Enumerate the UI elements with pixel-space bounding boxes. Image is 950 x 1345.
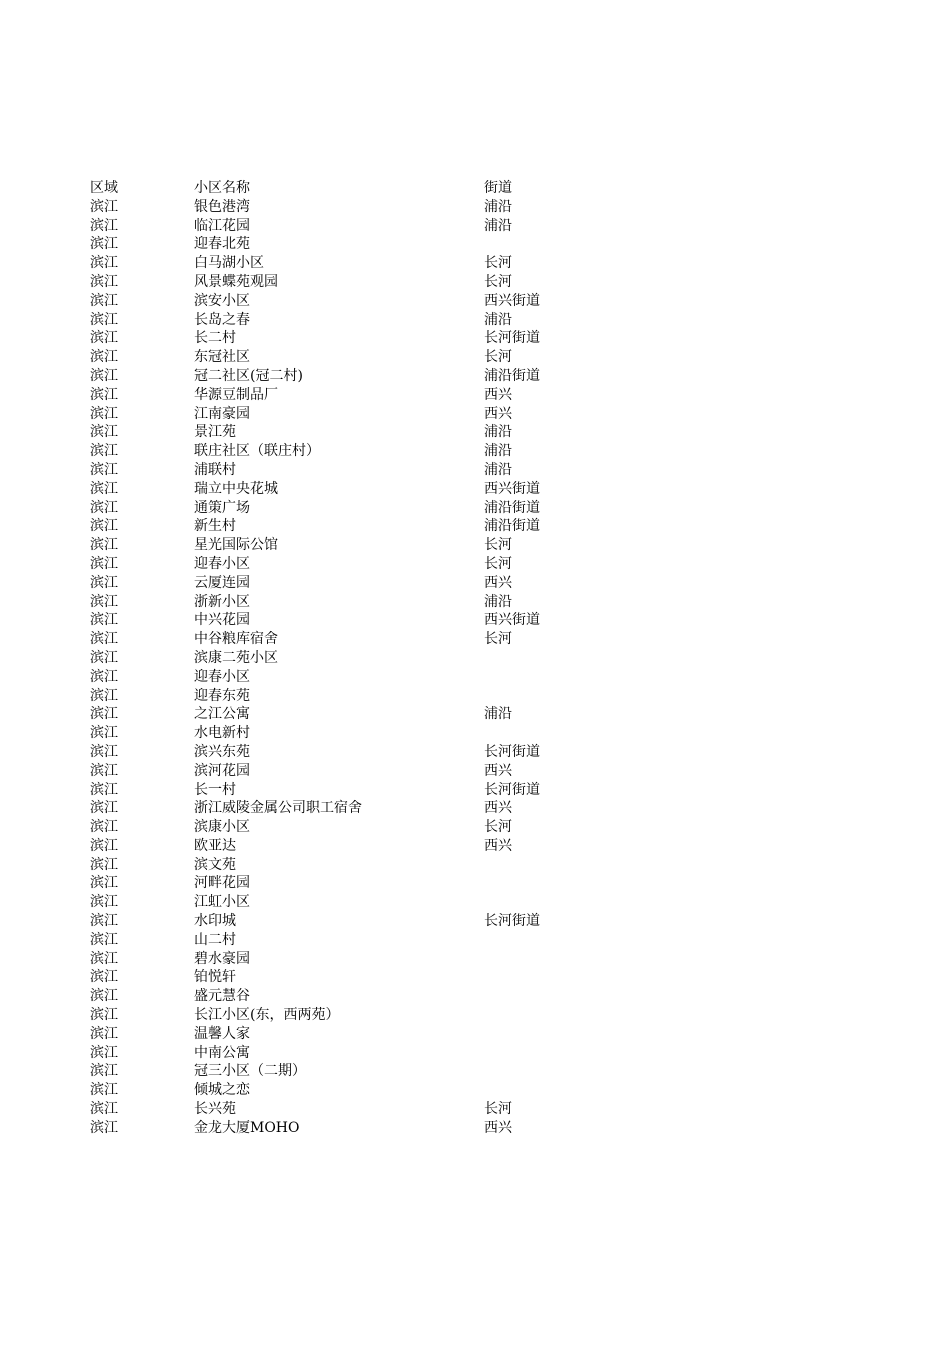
- cell-community-name: 铂悦轩: [194, 969, 236, 986]
- spreadsheet-table: [90, 179, 690, 1138]
- cell-community-name: 浦联村: [194, 461, 236, 478]
- table-row: [90, 893, 690, 912]
- cell-region: 滨江: [90, 762, 118, 779]
- cell-region: 滨江: [90, 1063, 118, 1080]
- cell-region: 滨江: [90, 367, 118, 384]
- table-row: [90, 649, 690, 668]
- cell-community-name: 新生村: [194, 518, 236, 535]
- table-body: [90, 198, 690, 1138]
- cell-region: 滨江: [90, 480, 118, 497]
- cell-region: 滨江: [90, 311, 118, 328]
- table-row: [90, 743, 690, 762]
- cell-region: 滨江: [90, 273, 118, 290]
- cell-community-name: 温馨人家: [194, 1025, 250, 1042]
- table-row: [90, 856, 690, 875]
- cell-region: 滨江: [90, 856, 118, 873]
- cell-street: 长河: [484, 255, 512, 272]
- cell-region: 滨江: [90, 443, 118, 460]
- cell-street: [484, 931, 634, 950]
- cell-region: 滨江: [90, 1082, 118, 1099]
- table-row: [90, 499, 690, 518]
- cell-region: 滨江: [90, 593, 118, 610]
- cell-region: 滨江: [90, 1101, 118, 1118]
- cell-street: 长河: [484, 273, 512, 290]
- cell-street: [484, 1081, 634, 1100]
- table-row: [90, 329, 690, 348]
- header-street: 街道: [484, 180, 512, 196]
- cell-region: 滨江: [90, 405, 118, 422]
- cell-street: [484, 687, 634, 706]
- table-row: [90, 292, 690, 311]
- cell-street: 长河街道: [484, 743, 540, 760]
- cell-region: 滨江: [90, 725, 118, 742]
- cell-region: 滨江: [90, 292, 118, 309]
- cell-community-name: 倾城之恋: [194, 1082, 250, 1099]
- table-row: [90, 235, 690, 254]
- table-row: [90, 1100, 690, 1119]
- cell-community-name: 中兴花园: [194, 612, 250, 629]
- cell-street: 长河: [484, 819, 512, 836]
- cell-region: 滨江: [90, 198, 118, 215]
- table-row: [90, 574, 690, 593]
- cell-street: 长河: [484, 555, 512, 572]
- cell-street: 长河: [484, 631, 512, 648]
- cell-region: 滨江: [90, 1025, 118, 1042]
- cell-region: 滨江: [90, 706, 118, 723]
- table-row: [90, 1081, 690, 1100]
- cell-street: 西兴: [484, 762, 512, 779]
- cell-region: 滨江: [90, 875, 118, 892]
- cell-region: 滨江: [90, 837, 118, 854]
- cell-street: [484, 1025, 634, 1044]
- cell-region: 滨江: [90, 424, 118, 441]
- table-row: [90, 405, 690, 424]
- cell-street: 浦沿: [484, 443, 512, 460]
- cell-region: 滨江: [90, 386, 118, 403]
- table-row: [90, 818, 690, 837]
- cell-street: 长河: [484, 537, 512, 554]
- cell-community-name: 之江公寓: [194, 706, 250, 723]
- table-row: [90, 273, 690, 292]
- table-row: [90, 1025, 690, 1044]
- cell-region: 滨江: [90, 217, 118, 234]
- cell-street: 浦沿: [484, 424, 512, 441]
- cell-street: 浦沿: [484, 217, 512, 234]
- cell-community-name: 迎春小区: [194, 668, 250, 685]
- cell-street: [484, 649, 634, 668]
- cell-street: 西兴: [484, 837, 512, 854]
- cell-community-name: 浙新小区: [194, 593, 250, 610]
- cell-region: 滨江: [90, 649, 118, 666]
- cell-region: 滨江: [90, 687, 118, 704]
- cell-street: [484, 968, 634, 987]
- cell-community-name: 金龙大厦MOHO: [194, 1119, 300, 1136]
- cell-community-name: 河畔花园: [194, 875, 250, 892]
- cell-community-name: 华源豆制品厂: [194, 386, 278, 403]
- table-row: [90, 724, 690, 743]
- table-row: [90, 837, 690, 856]
- cell-street: 西兴街道: [484, 480, 540, 497]
- cell-community-name: 冠三小区（二期）: [194, 1063, 306, 1080]
- cell-street: [484, 874, 634, 893]
- cell-street: 长河街道: [484, 913, 540, 930]
- cell-street: 长河: [484, 349, 512, 366]
- table-row: [90, 968, 690, 987]
- table-row: [90, 1006, 690, 1025]
- cell-community-name: 联庄社区（联庄村）: [194, 443, 320, 460]
- cell-region: 滨江: [90, 1119, 118, 1136]
- cell-community-name: 东冠社区: [194, 349, 250, 366]
- cell-region: 滨江: [90, 819, 118, 836]
- cell-community-name: 银色港湾: [194, 198, 250, 215]
- cell-street: [484, 724, 634, 743]
- cell-street: [484, 668, 634, 687]
- cell-community-name: 滨安小区: [194, 292, 250, 309]
- cell-street: 西兴街道: [484, 292, 540, 309]
- cell-community-name: 长一村: [194, 781, 236, 798]
- table-row: [90, 1062, 690, 1081]
- table-row: [90, 630, 690, 649]
- cell-region: 滨江: [90, 894, 118, 911]
- header-row: [90, 179, 690, 198]
- cell-street: 浦沿街道: [484, 499, 540, 516]
- table-row: [90, 611, 690, 630]
- header-community-name: 小区名称: [194, 180, 250, 196]
- cell-community-name: 迎春小区: [194, 555, 250, 572]
- table-row: [90, 367, 690, 386]
- cell-region: 滨江: [90, 461, 118, 478]
- cell-street: 西兴: [484, 800, 512, 817]
- cell-region: 滨江: [90, 236, 118, 253]
- cell-region: 滨江: [90, 349, 118, 366]
- cell-region: 滨江: [90, 255, 118, 272]
- cell-region: 滨江: [90, 330, 118, 347]
- cell-street: 浦沿: [484, 311, 512, 328]
- cell-street: [484, 987, 634, 1006]
- cell-community-name: 冠二社区(冠二村): [194, 367, 303, 384]
- cell-region: 滨江: [90, 800, 118, 817]
- table-row: [90, 442, 690, 461]
- header-region: 区域: [90, 180, 118, 196]
- cell-region: 滨江: [90, 743, 118, 760]
- cell-street: 西兴: [484, 1119, 512, 1136]
- cell-region: 滨江: [90, 574, 118, 591]
- cell-street: 西兴: [484, 386, 512, 403]
- cell-street: 长河街道: [484, 781, 540, 798]
- cell-region: 滨江: [90, 537, 118, 554]
- cell-community-name: 景江苑: [194, 424, 236, 441]
- table-row: [90, 705, 690, 724]
- cell-community-name: 盛元慧谷: [194, 988, 250, 1005]
- cell-community-name: 滨康小区: [194, 819, 250, 836]
- cell-community-name: 长江小区(东，西两苑）: [194, 1007, 340, 1024]
- cell-community-name: 滨文苑: [194, 856, 236, 873]
- table-row: [90, 931, 690, 950]
- table-row: [90, 348, 690, 367]
- cell-street: [484, 1062, 634, 1081]
- cell-community-name: 中南公寓: [194, 1044, 250, 1061]
- cell-community-name: 欧亚达: [194, 837, 236, 854]
- cell-street: 长河: [484, 1101, 512, 1118]
- table-row: [90, 799, 690, 818]
- table-row: [90, 254, 690, 273]
- cell-street: [484, 950, 634, 969]
- cell-street: 西兴: [484, 574, 512, 591]
- table-row: [90, 874, 690, 893]
- cell-community-name: 通策广场: [194, 499, 250, 516]
- table-row: [90, 480, 690, 499]
- cell-street: 浦沿: [484, 593, 512, 610]
- cell-region: 滨江: [90, 631, 118, 648]
- cell-street: 长河街道: [484, 330, 540, 347]
- table-row: [90, 781, 690, 800]
- cell-street: [484, 1006, 634, 1025]
- table-row: [90, 1044, 690, 1063]
- cell-community-name: 迎春北苑: [194, 236, 250, 253]
- cell-street: 浦沿街道: [484, 367, 540, 384]
- cell-street: 浦沿: [484, 198, 512, 215]
- cell-community-name: 滨兴东苑: [194, 743, 250, 760]
- cell-street: [484, 1044, 634, 1063]
- table-row: [90, 386, 690, 405]
- cell-community-name: 风景蝶苑观园: [194, 273, 278, 290]
- cell-community-name: 山二村: [194, 931, 236, 948]
- table-row: [90, 987, 690, 1006]
- table-row: [90, 687, 690, 706]
- table-row: [90, 536, 690, 555]
- cell-community-name: 长兴苑: [194, 1101, 236, 1118]
- cell-community-name: 滨河花园: [194, 762, 250, 779]
- cell-region: 滨江: [90, 499, 118, 516]
- cell-community-name: 浙江威陵金属公司职工宿舍: [194, 800, 362, 817]
- cell-community-name: 迎春东苑: [194, 687, 250, 704]
- table-row: [90, 950, 690, 969]
- cell-community-name: 水印城: [194, 913, 236, 930]
- cell-community-name: 滨康二苑小区: [194, 649, 278, 666]
- table-row: [90, 593, 690, 612]
- cell-community-name: 云厦连园: [194, 574, 250, 591]
- cell-street: 西兴街道: [484, 612, 540, 629]
- table-row: [90, 517, 690, 536]
- table-row: [90, 912, 690, 931]
- cell-community-name: 临江花园: [194, 217, 250, 234]
- table-row: [90, 198, 690, 217]
- cell-region: 滨江: [90, 931, 118, 948]
- table-row: [90, 668, 690, 687]
- cell-street: 西兴: [484, 405, 512, 422]
- cell-street: [484, 856, 634, 875]
- cell-region: 滨江: [90, 913, 118, 930]
- cell-community-name: 水电新村: [194, 725, 250, 742]
- cell-community-name: 碧水豪园: [194, 950, 250, 967]
- cell-community-name: 中谷粮库宿舍: [194, 631, 278, 648]
- table-row: [90, 461, 690, 480]
- cell-street: 浦沿: [484, 706, 512, 723]
- cell-region: 滨江: [90, 988, 118, 1005]
- cell-region: 滨江: [90, 668, 118, 685]
- cell-region: 滨江: [90, 950, 118, 967]
- cell-region: 滨江: [90, 1044, 118, 1061]
- table-row: [90, 217, 690, 236]
- cell-street: 浦沿: [484, 461, 512, 478]
- cell-community-name: 江虹小区: [194, 894, 250, 911]
- table-row: [90, 423, 690, 442]
- cell-region: 滨江: [90, 518, 118, 535]
- cell-street: [484, 235, 634, 254]
- cell-community-name: 长岛之春: [194, 311, 250, 328]
- table-row: [90, 762, 690, 781]
- cell-community-name: 瑞立中央花城: [194, 480, 278, 497]
- cell-community-name: 星光国际公馆: [194, 537, 278, 554]
- table-row: [90, 1119, 690, 1138]
- cell-region: 滨江: [90, 781, 118, 798]
- cell-street: [484, 893, 634, 912]
- cell-community-name: 江南豪园: [194, 405, 250, 422]
- cell-street: 浦沿街道: [484, 518, 540, 535]
- cell-community-name: 长二村: [194, 330, 236, 347]
- cell-region: 滨江: [90, 612, 118, 629]
- cell-region: 滨江: [90, 555, 118, 572]
- table-row: [90, 311, 690, 330]
- table-row: [90, 555, 690, 574]
- cell-region: 滨江: [90, 1007, 118, 1024]
- cell-region: 滨江: [90, 969, 118, 986]
- cell-community-name: 白马湖小区: [194, 255, 264, 272]
